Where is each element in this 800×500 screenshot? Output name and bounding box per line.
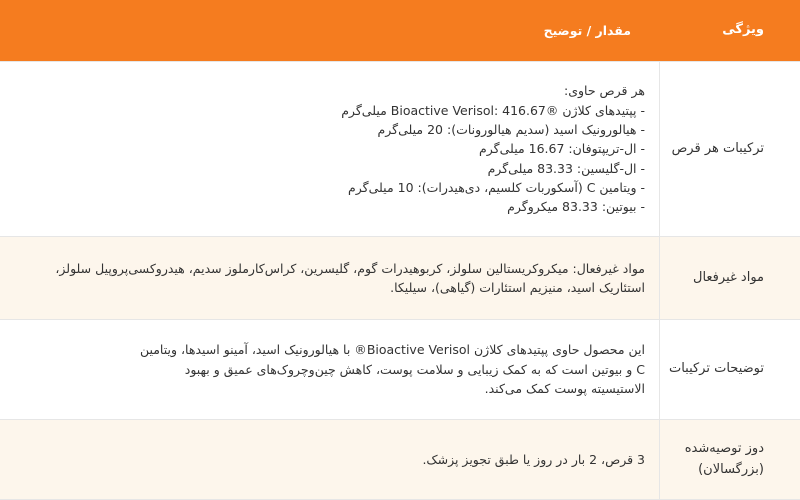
ingredient-line: - پپتیدهای کلاژن ®Bioactive Verisol: 416.67 میلی‌گرم xyxy=(341,102,645,118)
row-feature: ترکیبات هر قرص xyxy=(671,140,764,156)
row-value xyxy=(0,62,659,236)
table-header xyxy=(0,0,800,62)
row-value: مواد غیرفعال: میکروکریستالین سلولز، کربوهیدرات گوم، گلیسرین، کراس‌کارملوز سدیم، هیدروکسی‌پروپیل سلولز، استئاریک اسید، منیزیم استئارات (گیاهی)، سیلیکا. xyxy=(55,260,645,295)
ingredient-line: - ال-گلیسین: 83.33 میلی‌گرم xyxy=(487,160,645,176)
column-divider xyxy=(659,320,660,419)
table-row xyxy=(0,420,800,500)
column-divider xyxy=(659,62,660,236)
ingredient-line: - ویتامین C (آسکوربات کلسیم، دی‌هیدرات): 10 میلی‌گرم xyxy=(348,180,645,196)
ingredient-line: - ال-تریپتوفان: 16.67 میلی‌گرم xyxy=(479,141,645,157)
table-row xyxy=(0,237,800,320)
ingredient-line: - هیالورونیک اسید (سدیم هیالورونات): 20 میلی‌گرم xyxy=(377,121,645,137)
row-value: این محصول حاوی پپتیدهای کلاژن Bioactive Verisol® با هیالورونیک اسید، آمینو اسیدها، ویتامین C و بیوتین است که به کمک زیبایی و سلامت پوست، کاهش چین‌وچروک‌های عمیق و بهبود الاستیسیته پوست کمک می‌کند. xyxy=(139,342,645,397)
table-row xyxy=(0,62,800,237)
table-row xyxy=(0,320,800,420)
row-feature: دوز توصیه‌شده (بزرگسالان) xyxy=(684,441,764,477)
ingredient-line: هر قرص حاوی: xyxy=(564,83,645,99)
ingredient-line: - بیوتین: 83.33 میکروگرم xyxy=(507,199,645,215)
column-divider xyxy=(659,237,660,319)
row-feature: مواد غیرفعال xyxy=(693,269,764,285)
header-feature: ویژگی xyxy=(722,22,764,38)
row-feature: توضیحات ترکیبات xyxy=(668,361,764,377)
header-value: مقدار / توضیح xyxy=(543,22,631,38)
row-value: 3 قرص، 2 بار در روز یا طبق تجویز پزشک. xyxy=(422,451,645,467)
column-divider xyxy=(659,420,660,499)
